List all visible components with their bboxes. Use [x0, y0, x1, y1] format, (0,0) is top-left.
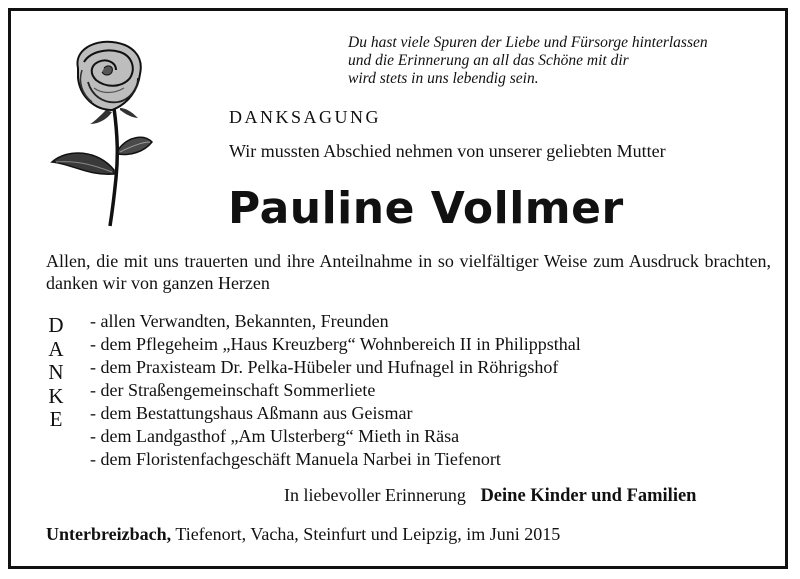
heading-danksagung: DANKSAGUNG [229, 107, 382, 127]
danke-letter: E [49, 407, 63, 431]
motto-verse [348, 34, 768, 88]
list-item: - allen Verwandten, Bekannten, Freunden [90, 311, 389, 331]
list-item: - der Straßengemeinschaft Sommerliete [90, 380, 376, 400]
motto-line: Du hast viele Spuren der Liebe und Fürsorge hinterlassen [348, 34, 708, 51]
intro-text: Wir mussten Abschied nehmen von unserer geliebten Mutter [229, 141, 666, 161]
list-item: - dem Praxisteam Dr. Pelka-Hübeler und Hufnagel in Röhrigshof [90, 357, 559, 377]
thanks-paragraph: Allen, die mit uns trauerten und ihre Anteilnahme in so vielfältiger Weise zum Ausdruck brachten, danken wir von ganzen Herzen [46, 251, 771, 293]
danke-letter: N [48, 360, 64, 384]
danke-letter: A [48, 336, 64, 361]
list-item: - dem Floristenfachgeschäft Manuela Narbei in Tiefenort [90, 449, 501, 469]
thanks-list [90, 310, 581, 471]
place-rest: Tiefenort, Vacha, Steinfurt und Leipzig, im Juni 2015 [171, 524, 561, 544]
signature-text: Deine Kinder und Familien [480, 486, 697, 506]
list-item: - dem Landgasthof „Am Ulsterberg“ Mieth in Räsa [90, 426, 460, 446]
closing-line [284, 485, 754, 507]
danke-letter: K [48, 383, 64, 408]
place-primary: Unterbreizbach, [46, 524, 172, 544]
motto-line: wird stets in uns lebendig sein. [348, 70, 539, 87]
list-item: - dem Pflegeheim „Haus Kreuzberg“ Wohnbereich II in Philippsthal [90, 334, 581, 354]
danke-vertical-word [44, 314, 68, 432]
memory-text: In liebevoller Erinnerung [284, 485, 466, 505]
deceased-name: Pauline Vollmer [228, 183, 624, 234]
rose-icon [48, 38, 163, 228]
danke-letter: D [48, 313, 64, 337]
motto-line: und die Erinnerung an all das Schöne mit dir [348, 52, 629, 69]
list-item: - dem Bestattungshaus Aßmann aus Geismar [90, 403, 413, 423]
place-date-line [46, 524, 560, 545]
